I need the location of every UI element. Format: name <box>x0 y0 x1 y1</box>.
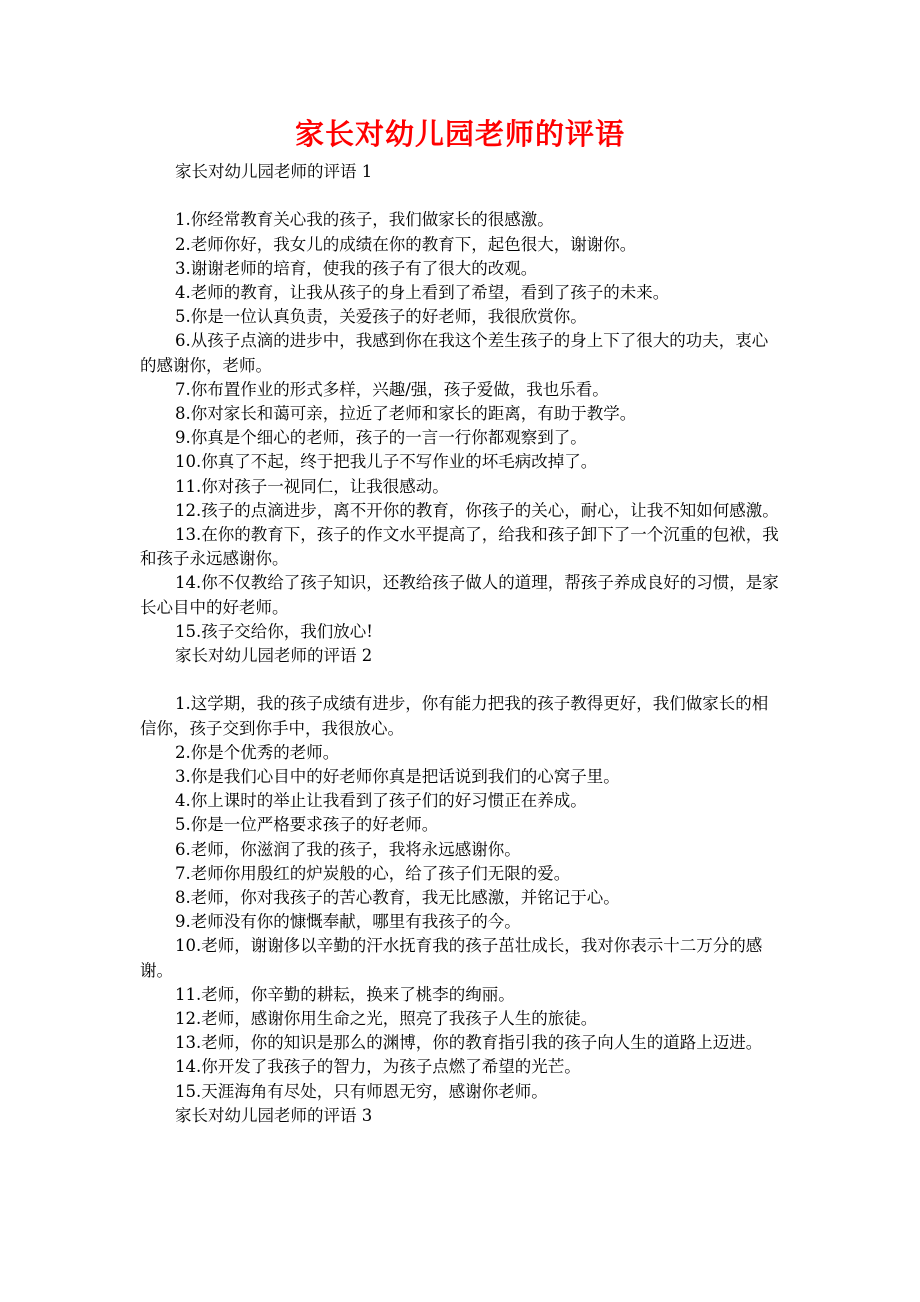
list-item: 4.你上课时的举止让我看到了孩子们的好习惯正在养成。 <box>175 791 587 811</box>
list-item: 12.孩子的点滴进步，离不开你的教育，你孩子的关心，耐心，让我不知如何感激。 <box>175 500 779 520</box>
list-item: 13.老师，你的知识是那么的渊博，你的教育指引我的孩子向人生的道路上迈进。 <box>175 1033 763 1053</box>
list-item: 5.你是一位严格要求孩子的好老师。 <box>175 815 439 835</box>
blank-line <box>140 184 780 208</box>
list-item: 4.老师的教育，让我从孩子的身上看到了希望，看到了孩子的未来。 <box>175 283 670 302</box>
section-heading: 家长对幼儿园老师的评语 1 <box>175 162 373 181</box>
list-item: 14.你开发了我孩子的智力，为孩子点燃了希望的光芒。 <box>175 1057 581 1077</box>
section-heading: 家长对幼儿园老师的评语 2 <box>175 646 373 666</box>
list-item: 12.老师，感谢你用生命之光，照亮了我孩子人生的旅徒。 <box>175 1009 598 1029</box>
list-item: 11.你对孩子一视同仁，让我很感动。 <box>175 476 449 496</box>
list-item: 10.你真了不起，终于把我儿子不写作业的坏毛病改掉了。 <box>175 452 598 472</box>
list-item: 9.你真是个细心的老师，孩子的一言一行你都观察到了。 <box>175 428 587 448</box>
list-item: 15.孩子交给你，我们放心! <box>175 621 373 641</box>
list-item: 6.从孩子点滴的进步中，我感到你在我这个差生孩子的身上下了很大的功夫，衷心的感谢你，老师。 <box>140 331 769 375</box>
list-item: 5.你是一位认真负责，关爱孩子的好老师，我很欣赏你。 <box>175 307 587 327</box>
list-item: 13.在你的教育下，孩子的作文水平提高了，给我和孩子卸下了一个沉重的包袱，我和孩子永远感谢你。 <box>140 525 779 569</box>
list-item: 8.你对家长和蔼可亲，拉近了老师和家长的距离，有助于教学。 <box>175 404 637 424</box>
list-item: 7.你布置作业的形式多样，兴趣/强，孩子爱做，我也乐看。 <box>175 379 609 399</box>
list-item: 8.老师，你对我孩子的苦心教育，我无比感激，并铭记于心。 <box>175 888 620 908</box>
section-heading: 家长对幼儿园老师的评语 3 <box>175 1105 373 1125</box>
list-item: 3.谢谢老师的培育，使我的孩子有了很大的改观。 <box>175 258 538 278</box>
list-item: 9.老师没有你的慷慨奉献，哪里有我孩子的今。 <box>175 912 521 932</box>
list-item: 1.你经常教育关心我的孩子，我们做家长的很感激。 <box>175 210 554 230</box>
document-body <box>140 160 780 1128</box>
list-item: 3.你是我们心目中的好老师你真是把话说到我们的心窝子里。 <box>175 767 620 787</box>
list-item: 14.你不仅教给了孩子知识，还教给孩子做人的道理，帮孩子养成良好的习惯，是家长心目中的好老师。 <box>140 573 779 617</box>
list-item: 7.老师你用殷红的炉炭般的心，给了孩子们无限的爱。 <box>175 863 571 883</box>
list-item: 15.天涯海角有尽处，只有师恩无穷，感谢你老师。 <box>175 1081 548 1101</box>
list-item: 1.这学期，我的孩子成绩有进步，你有能力把我的孩子教得更好，我们做家长的相信你，孩子交到你手中，我很放心。 <box>140 694 769 738</box>
list-item: 2.老师你好，我女儿的成绩在你的教育下，起色很大，谢谢你。 <box>175 234 637 254</box>
blank-line <box>140 668 780 692</box>
document-title: 家长对幼儿园老师的评语 <box>294 117 625 151</box>
list-item: 11.老师，你辛勤的耕耘，换来了桃李的绚丽。 <box>175 984 515 1004</box>
list-item: 6.老师，你滋润了我的孩子，我将永远感谢你。 <box>175 839 521 859</box>
list-item: 10.老师，谢谢侈以辛勤的汗水抚育我的孩子茁壮成长，我对你表示十二万分的感谢。 <box>140 936 763 980</box>
list-item: 2.你是个优秀的老师。 <box>175 742 340 762</box>
